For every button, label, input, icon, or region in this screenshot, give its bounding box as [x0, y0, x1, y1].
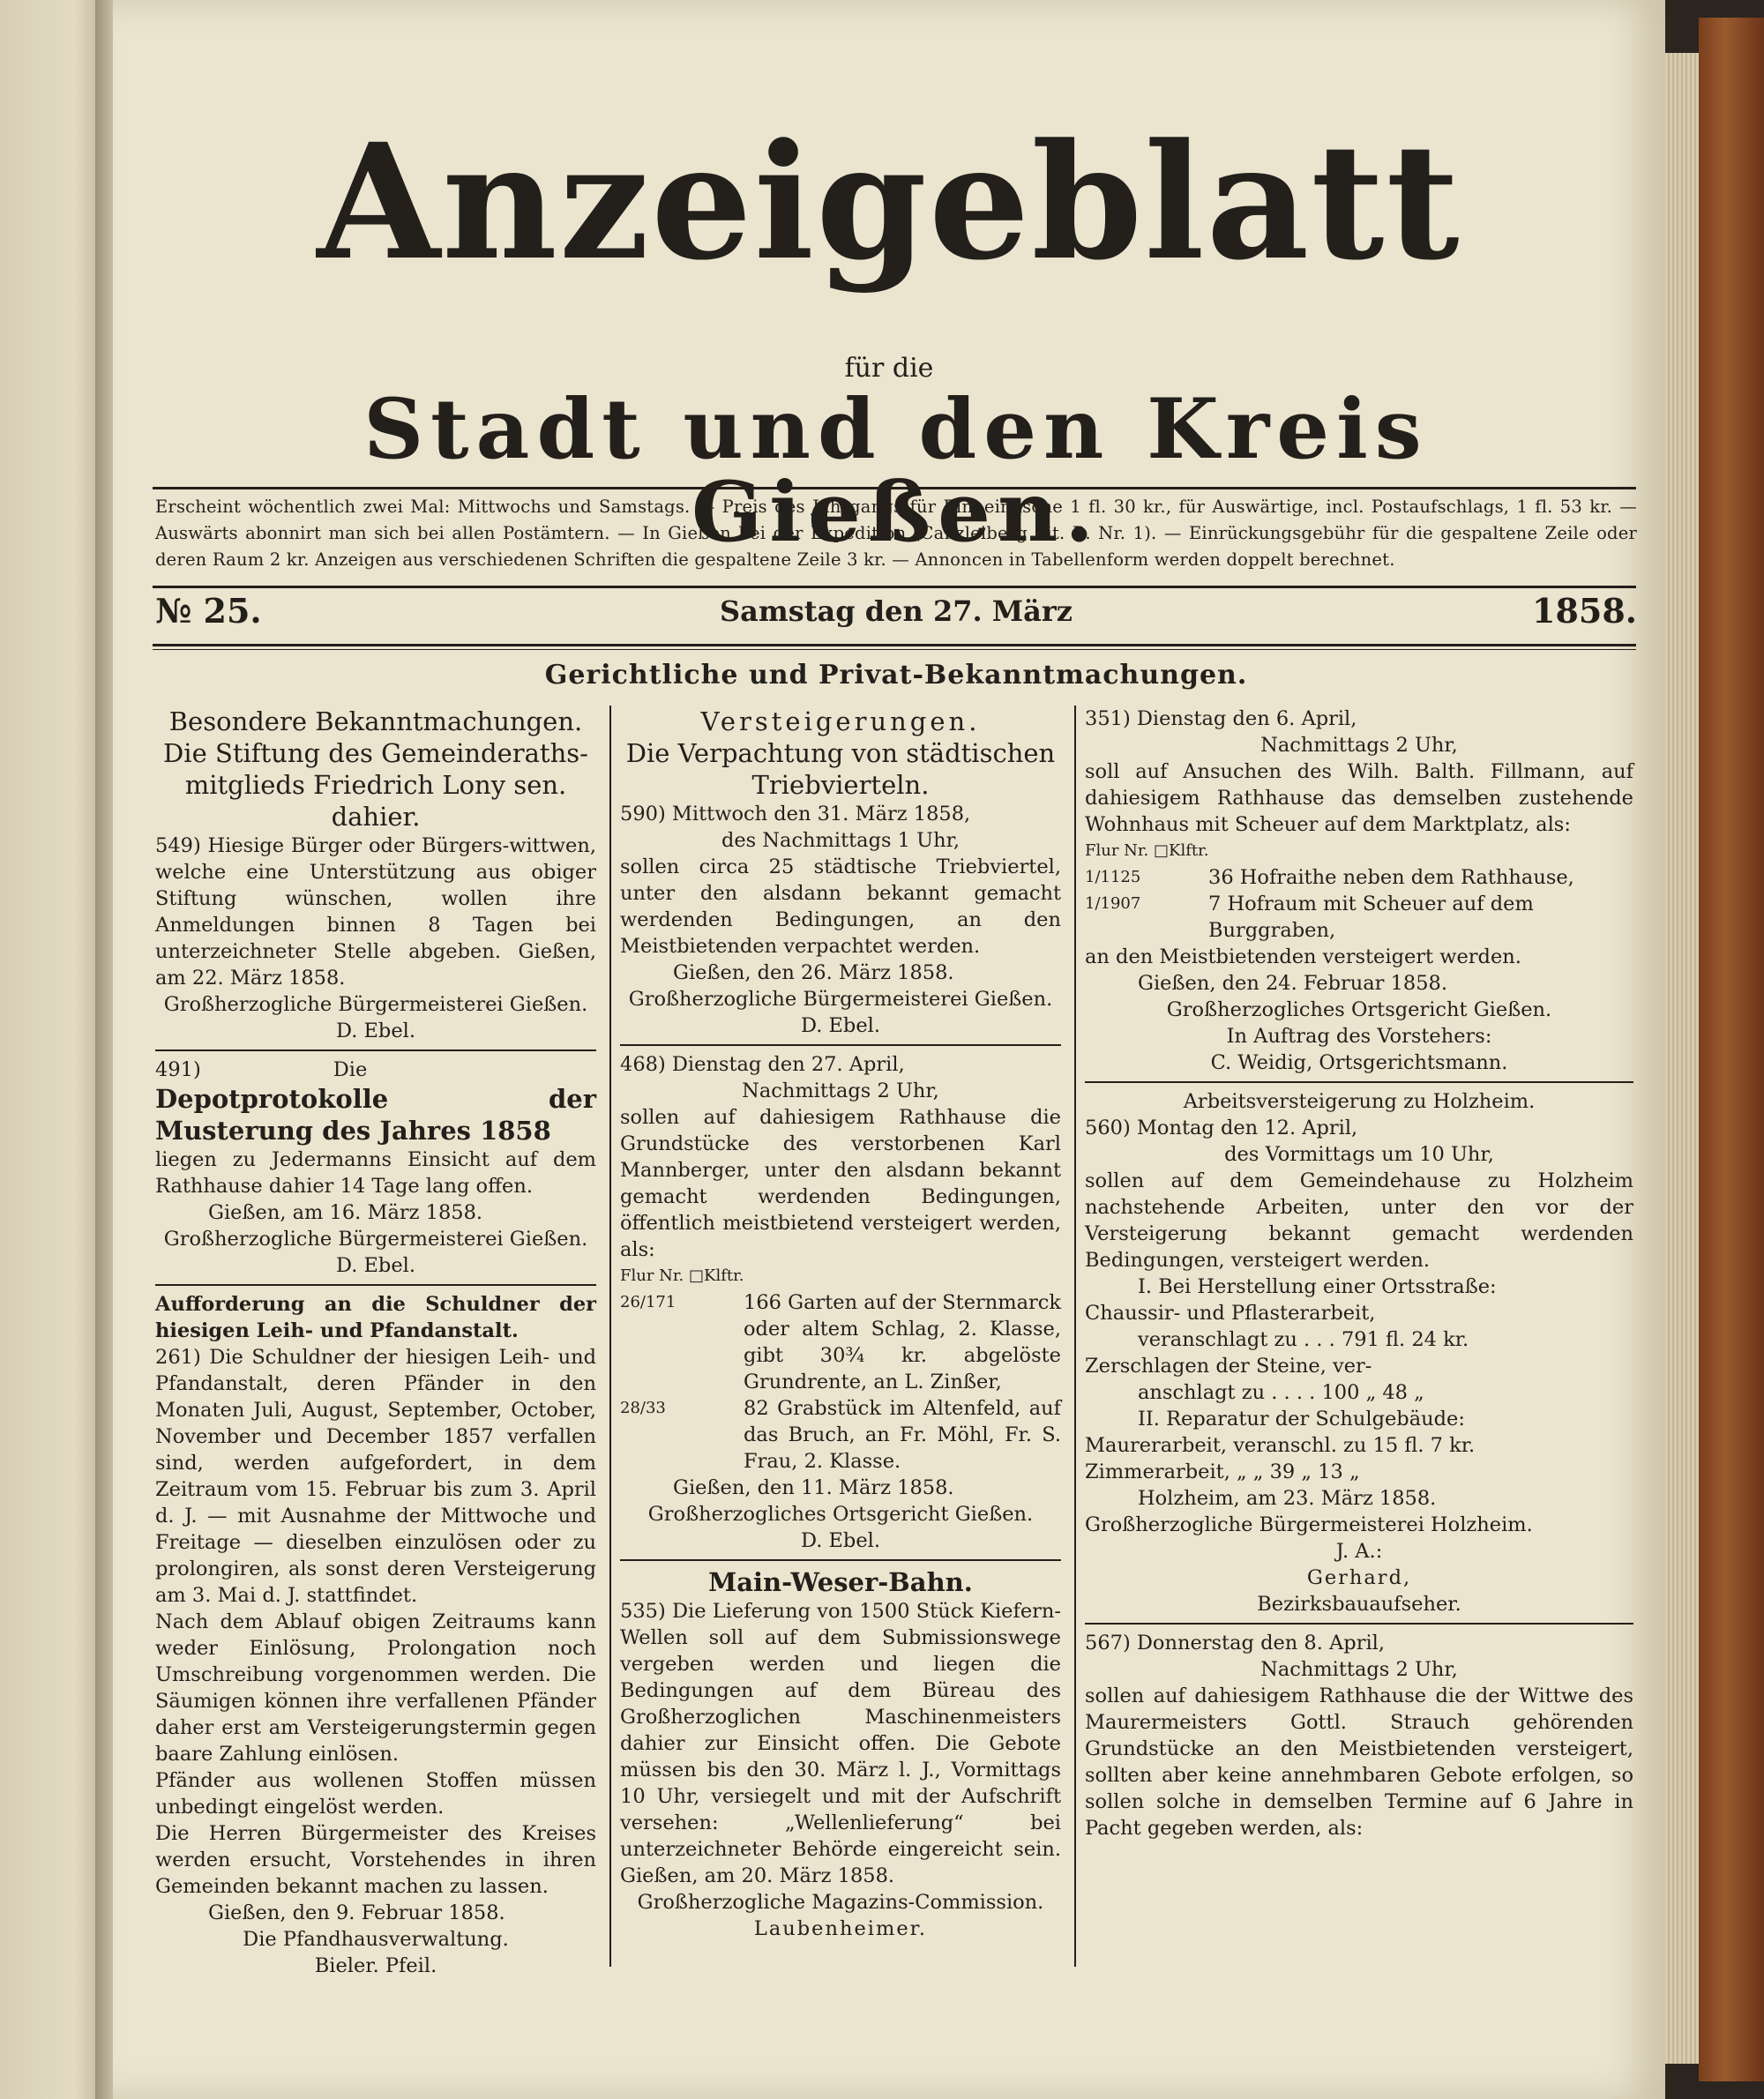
issue-date: Samstag den 27. März: [720, 594, 1073, 628]
text-line: mitglieds Friedrich Lony sen. dahier.: [184, 770, 567, 832]
separator: [1085, 1081, 1633, 1083]
text-line: 560) Montag den 12. April,: [1085, 1117, 1358, 1139]
text-line: Nachmittags 2 Uhr,: [1260, 1658, 1458, 1681]
separator: [1085, 1623, 1633, 1625]
article-date: Gießen, den 26. März 1858.: [673, 961, 954, 984]
rule-notice: [153, 586, 1636, 588]
signature: D. Ebel.: [800, 1529, 881, 1552]
column-divider-1: [609, 706, 611, 1967]
parcel-description: 7 Hofraum mit Scheuer auf dem Burggraben,: [1208, 893, 1534, 942]
signature: Großherzogliche Bürgermeisterei Gießen.: [628, 988, 1053, 1011]
signature: D. Ebel.: [335, 1254, 416, 1277]
article-date: Gießen, den 9. Februar 1858.: [208, 1901, 505, 1924]
rule-dateline: [153, 644, 1636, 646]
article-subtitle: Die Verpachtung von städtischen Triebvierteln.: [625, 738, 1056, 800]
text-line: 351) Dienstag den 6. April,: [1085, 707, 1357, 730]
text-line: des Vormittags um 10 Uhr,: [1224, 1143, 1494, 1166]
text-line: Die Stiftung des Gemeinderaths-: [163, 738, 588, 768]
signature: Großherzogliches Ortsgericht Gießen.: [1166, 998, 1552, 1021]
article-title: Arbeitsversteigerung zu Holzheim.: [1183, 1090, 1536, 1113]
article-body: Nach dem Ablauf obigen Zeitraums kann weder Einlösung, Prolongation noch Umschreibung vorgenommen werden. Die Säumigen können ihre verfallenen Pfänder daher erst am Versteigerungstermin gegen baare Zahlung einlösen.: [155, 1610, 596, 1766]
text-line: an den Meistbietenden versteigert werden.: [1085, 945, 1521, 968]
signature: In Auftrag des Vorstehers:: [1226, 1025, 1492, 1048]
article-body: 549) Hiesige Bürger oder Bürgers-wittwen, welche eine Unterstützung aus obiger Stiftung wünschen, wollen ihre Anmeldungen binnen 8 Tagen bei unterzeichneter Stelle abgeben. Gießen, am 22. März 1858.: [155, 834, 596, 990]
signature: Großherzogliches Ortsgericht Gießen.: [647, 1503, 1034, 1526]
article-body: sollen auf dahiesigem Rathhause die der Wittwe des Maurermeisters Gottl. Strauch gehörenden Grundstücke an den Meistbietenden versteigert, sollten aber keine annehmbaren Gebote erfolgen, so sollen solche in demselben Termine auf 6 Jahre in Pacht gegeben werden, als:: [1085, 1684, 1633, 1840]
article-date: Holzheim, am 23. März 1858.: [1138, 1487, 1437, 1510]
parcel-description: 166 Garten auf der Sternmarck oder altem Schlag, 2. Klasse, gibt 30¾ kr. abgelöste Grundrente, an L. Zinßer,: [744, 1291, 1062, 1393]
list-line: Chaussir- und Pflasterarbeit,: [1085, 1302, 1376, 1325]
column-1: [155, 706, 596, 1979]
heading-besondere: Besondere Bekanntmachungen.: [168, 706, 583, 736]
article-body: sollen auf dem Gemeindehause zu Holzheim nachstehende Arbeiten, unter den vor der Versteigerung bekannt gemacht werdenden Bedingungen, versteigert werden.: [1085, 1169, 1633, 1272]
signature: Laubenheimer.: [753, 1917, 928, 1940]
text-line: Nachmittags 2 Uhr,: [1260, 734, 1458, 757]
heading-versteigerungen: Versteigerungen.: [700, 706, 981, 736]
separator: [620, 1044, 1061, 1046]
publication-notice: Erscheint wöchentlich zwei Mal: Mittwochs und Samstags. — Preis des Jahrgangs für Einheimische 1 fl. 30 kr., für Auswärtige, incl. Postaufschlags, 1 fl. 53 kr. — Auswärts abonnirt man sich bei allen Postämtern. — In Gießen bei der Expedition (Canzleiberg Lit. B. Nr. 1). — Einrückungsgebühr für die gespaltene Zeile oder deren Raum 2 kr. Anzeigen aus verschiedenen Schriften die gespaltene Zeile 3 kr. — Annoncen in Tabellenform werden doppelt berechnet.: [155, 497, 1637, 570]
parcel-number: 1/1907: [1085, 894, 1141, 913]
signature: Gerhard,: [1306, 1566, 1412, 1589]
list-item: [1085, 891, 1633, 944]
masthead-fuer-die: für die: [844, 353, 934, 384]
parcel-number: 26/171: [620, 1293, 676, 1311]
list-heading: II. Reparatur der Schulgebäude:: [1138, 1408, 1465, 1430]
signature: Bieler. Pfeil.: [314, 1954, 437, 1977]
table-header: Flur Nr. □Klftr.: [620, 1266, 744, 1285]
signature: C. Weidig, Ortsgerichtsmann.: [1210, 1051, 1508, 1074]
parcel-description: 36 Hofraithe neben dem Rathhause,: [1208, 866, 1574, 889]
column-3: [1085, 706, 1633, 1841]
signature: Großherzogliche Bürgermeisterei Holzheim.: [1085, 1513, 1533, 1536]
separator: [155, 1050, 596, 1051]
list-heading: I. Bei Herstellung einer Ortsstraße:: [1138, 1275, 1497, 1298]
table-header: Flur Nr. □Klftr.: [1085, 841, 1209, 860]
parcel-number: 1/1125: [1085, 868, 1141, 886]
list-line: Maurerarbeit, veranschl. zu 15 fl. 7 kr.: [1085, 1434, 1476, 1457]
column-divider-2: [1074, 706, 1076, 1967]
article-title: Aufforderung an die Schuldner der hiesigen Leih- und Pfandanstalt.: [155, 1293, 596, 1342]
article-body: sollen circa 25 städtische Triebviertel, unter den alsdann bekannt gemacht werdenden Bedingungen, an den Meistbietenden verpachtet werden.: [620, 855, 1061, 958]
list-line: Zerschlagen der Steine, ver-: [1085, 1355, 1372, 1378]
signature: D. Ebel.: [800, 1014, 881, 1037]
text-line: 590) Mittwoch den 31. März 1858,: [620, 803, 971, 825]
text-span: Die: [333, 1058, 368, 1081]
article-body: 535) Die Lieferung von 1500 Stück Kiefern-Wellen soll auf dem Submissionswege vergeben werden und liegen die Bedingungen auf dem Büreau des Großherzoglichen Maschinenmeisters dahier zur Einsicht offen. Die Gebote müssen bis den 30. März l. J., Vormittags 10 Uhr, versiegelt und mit der Aufschrift versehen: „Wellenlieferung“ bei unterzeichneter Behörde eingereicht sein. Gießen, am 20. März 1858.: [620, 1600, 1061, 1887]
article-body: 261) Die Schuldner der hiesigen Leih- und Pfandanstalt, deren Pfänder in den Monaten Juli, August, September, October, November und December 1857 verfallen sind, werden aufgefordert, in dem Zeitraum vom 15. Februar bis zum 3. April d. J. — mit Ausnahme der Mittwoche und Freitage — dieselben einzulösen oder zu prolongiren, als sonst deren Versteigerung am 3. Mai d. J. stattfindet.: [155, 1346, 596, 1607]
text-line: 468) Dienstag den 27. April,: [620, 1053, 905, 1076]
list-line: veranschlagt zu . . . 791 fl. 24 kr.: [1138, 1328, 1469, 1351]
text-line: des Nachmittags 1 Uhr,: [721, 829, 960, 852]
article-date: Gießen, den 24. Februar 1858.: [1138, 972, 1448, 995]
separator: [620, 1559, 1061, 1561]
article-body: sollen auf dahiesigem Rathhause die Grundstücke des verstorbenen Karl Mannberger, unter den alsdann bekannt gemacht werdenden Bedingungen, öffentlich meistbietend versteigert werden, als:: [620, 1106, 1061, 1261]
text-line: 567) Donnerstag den 8. April,: [1085, 1632, 1386, 1655]
rule-dateline-thin: [153, 649, 1636, 650]
book-cover-edge: [1699, 18, 1764, 2081]
list-item: [1085, 864, 1633, 891]
parcel-description: 82 Grabstück im Altenfeld, auf das Bruch, an Fr. Möhl, Fr. S. Frau, 2. Klasse.: [744, 1397, 1061, 1473]
article-title: Depotprotokolle der Musterung des Jahres 1858: [155, 1084, 596, 1146]
article-body: Pfänder aus wollenen Stoffen müssen unbedingt eingelöst werden.: [155, 1769, 596, 1819]
separator: [155, 1284, 596, 1286]
list-line: Zimmerarbeit, „ „ 39 „ 13 „: [1085, 1460, 1360, 1483]
section-title: Gerichtliche und Privat-Bekanntmachungen.: [544, 660, 1248, 691]
list-line: anschlagt zu . . . . 100 „ 48 „: [1138, 1381, 1424, 1404]
parcel-number: 28/33: [620, 1399, 666, 1417]
masthead-subtitle: Stadt und den Kreis Gießen.: [363, 381, 1429, 561]
issue-year: 1858.: [1532, 591, 1637, 631]
rule-top: [153, 487, 1636, 489]
signature: J. A.:: [1335, 1540, 1383, 1563]
article-title: Main-Weser-Bahn.: [708, 1567, 973, 1597]
signature: Bezirksbauaufseher.: [1257, 1593, 1461, 1616]
signature: Die Pfandhausverwaltung.: [243, 1928, 509, 1951]
newspaper-page: [113, 0, 1665, 2099]
signature: D. Ebel.: [335, 1020, 416, 1042]
article-body: soll auf Ansuchen des Wilh. Balth. Fillmann, auf dahiesigem Rathhause das demselben zustehende Wohnhaus mit Scheuer auf dem Marktplatz, als:: [1085, 760, 1633, 836]
signature: Großherzogliche Magazins-Commission.: [637, 1891, 1044, 1914]
signature: Großherzogliche Bürgermeisterei Gießen.: [163, 993, 588, 1016]
article-body: liegen zu Jedermanns Einsicht auf dem Rathhause dahier 14 Tage lang offen.: [155, 1148, 596, 1198]
dateline: [155, 591, 1637, 640]
adjacent-page: [0, 0, 106, 2099]
text-line: Nachmittags 2 Uhr,: [742, 1079, 939, 1102]
article-date: Gießen, den 11. März 1858.: [673, 1476, 954, 1499]
list-item: [620, 1395, 1061, 1475]
article-date: Gießen, am 16. März 1858.: [208, 1201, 483, 1224]
column-2: [620, 706, 1061, 1942]
signature: Großherzogliche Bürgermeisterei Gießen.: [163, 1228, 588, 1251]
page-edges: [1665, 53, 1699, 2064]
text-span: 491): [155, 1058, 201, 1081]
masthead-title: Anzeigeblatt: [317, 109, 1461, 295]
list-item: [620, 1289, 1061, 1395]
article-body: Die Herren Bürgermeister des Kreises werden ersucht, Vorstehendes in ihren Gemeinden bekannt machen zu lassen.: [155, 1822, 596, 1898]
article-number: [155, 1057, 596, 1083]
issue-number: № 25.: [155, 591, 262, 631]
